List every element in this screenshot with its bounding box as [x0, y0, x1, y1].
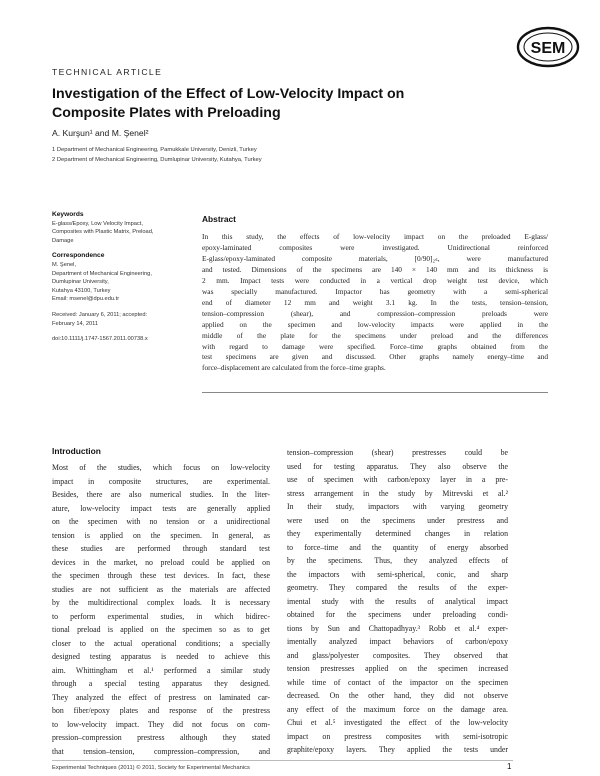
sem-logo	[516, 26, 580, 68]
page-number: 1	[507, 762, 512, 771]
paragraph-line: while time of contact of the impactor on the specimen	[287, 677, 508, 687]
footer-divider	[52, 760, 513, 761]
paragraph-line: to perform experimental studies, in which bidirec-	[52, 611, 270, 621]
paragraph-line: tension is applied on the specimen. In general, as	[52, 530, 270, 540]
keywords-line: Damage	[52, 237, 74, 244]
paragraph-line: Besides, there are also numerical studies. In the liter-	[52, 490, 270, 499]
sem-logo-text: SEM	[530, 40, 566, 57]
abstract-line: with regard to damage were specified. Force–time graphs obtained from the	[202, 341, 548, 351]
abstract-divider	[202, 392, 548, 393]
paragraph-line: Most of the studies, which focus on low-velocity	[52, 463, 270, 472]
introduction-column-left	[52, 461, 270, 758]
article-title: Investigation of the Effect of Low-Velocity Impact on Composite Plates with Preloading	[52, 86, 405, 121]
paragraph-line: tional preload is applied on the specimen so as to get	[52, 625, 270, 634]
abstract-line: was specially manufactured. Impactor has geometry with a semi-spherical	[202, 286, 548, 296]
paragraph-line: bon fiber/epoxy plates and response of the prestress	[52, 706, 270, 715]
correspondence-line: Dumlupinar University,	[52, 279, 109, 286]
abstract-line: and tested. Dimensions of the specimens are 140 × 140 mm and its thickness is	[202, 264, 548, 274]
paragraph-line: devices in the market, no preload could be applied on	[52, 557, 270, 567]
paragraph-line: to force–time and the quantity of energy absorbed	[287, 542, 508, 552]
paragraph-line: designed testing apparatus is needed to achieve this	[52, 652, 270, 661]
paragraph-line: They analyzed the effect of prestress on laminated car-	[52, 692, 270, 702]
paragraph-line: used for testing apparatus. They also observe the	[287, 461, 508, 471]
paragraph-line: tension–compression (shear) prestresses could be	[287, 448, 508, 457]
abstract-line: epoxy-laminated composites were investigated. Unidirectional reinforced	[202, 242, 548, 252]
abstract-line: middle of the plate for the specimens under preload and the differences	[202, 330, 548, 340]
paragraph-line: the impactors with semi-spherical, conic, and sharp	[287, 569, 508, 579]
abstract-heading: Abstract	[202, 214, 236, 224]
paragraph-line: tension prestresses applied on the specimen increased	[287, 664, 508, 673]
correspondence-email[interactable]: Email: msenel@dpu.edu.tr	[52, 296, 120, 303]
correspondence-line: Kutahya 43100, Turkey	[52, 287, 111, 294]
abstract-line: E-glass/epoxy-laminated composite materials, [0/90]₂ₛ, were manufactured	[202, 253, 548, 263]
paragraph-line: the specimen through these test devices. In fact, these	[52, 571, 270, 580]
received-line: February 14, 2011	[52, 320, 99, 327]
paragraph-line: and glass/polyester composites. They observed that	[287, 650, 508, 660]
paragraph-line: these studies are performed through standard test	[52, 544, 270, 553]
correspondence-heading: Correspondence	[52, 252, 105, 260]
paragraph-line: impact in composite structures, are experimental.	[52, 476, 270, 486]
correspondence-line: M. Şenel,	[52, 261, 77, 268]
paragraph-line: tions by Sun and Chattopadhyay.³ Robb et al.⁴ exper-	[287, 623, 508, 633]
footer-journal: Experimental Techniques (2011) © 2011, Society for Experimental Mechanics	[52, 765, 250, 771]
abstract-line: 2 mm. Impact tests were conducted in a vertical drop weight test device, which	[202, 275, 548, 285]
paragraph-line: on the specimen with no tension or a unidirectional	[52, 517, 270, 526]
paragraph-line: through a special testing apparatus they designed.	[52, 679, 270, 688]
paragraph-line: Chui et al.⁵ investigated the effect of the low-velocity	[287, 718, 508, 727]
abstract-line: test specimens are given and discussed. Other graphs namely energy–time and	[202, 352, 548, 362]
introduction-column-right	[287, 446, 508, 757]
paragraph-line: by the specimens. Thus, they analyzed effects of	[287, 556, 508, 565]
authors: A. Kurşun¹ and M. Şenel²	[52, 128, 149, 138]
paragraph-line: ature, low-velocity impact tests are generally applied	[52, 503, 270, 513]
affiliation-1: 1 Department of Mechanical Engineering, Pamukkale University, Denizli, Turkey	[52, 147, 257, 153]
paragraph-line: decreased. On the other hand, they did not observe	[287, 691, 508, 700]
paragraph-line: to low-velocity impact. They did not focus on com-	[52, 719, 270, 729]
paragraph-line: In their study, impactors with varying geometry	[287, 502, 508, 511]
paragraph-line: closer to the actual operational conditions; a specially	[52, 638, 270, 648]
abstract-body	[202, 232, 548, 374]
affiliation-2: 2 Department of Mechanical Engineering, Dumlupinar University, Kutahya, Turkey	[52, 157, 262, 163]
paragraph-line: studies are not sufficient as the materials are affected	[52, 584, 270, 594]
paragraph-line: were used on the specimens under prestress and	[287, 515, 508, 525]
paragraph-line: any effect of the maximum force on the damage area.	[287, 704, 508, 714]
keywords-heading: Keywords	[52, 211, 84, 218]
correspondence-line: Department of Mechanical Engineering,	[52, 270, 152, 277]
abstract-line: applied on the specimen and low-velocity impacts were applied in the	[202, 319, 548, 329]
paragraph-line: pression–compression prestress although they stated	[52, 733, 270, 742]
paragraph-line: aim. Whittingham et al.¹ performed a similar study	[52, 665, 270, 675]
keywords-line: E-glass/Epoxy, Low Velocity Impact,	[52, 220, 143, 227]
paragraph-line: obtained for the specimens under preloading condi-	[287, 610, 508, 619]
received-line: Received: January 6, 2011; accepted:	[52, 311, 148, 318]
paragraph-line: they experimentally determined changes in relation	[287, 529, 508, 538]
paragraph-line: use of specimen with carbon/epoxy layer in a pre-	[287, 475, 508, 484]
paragraph-line: by the multidirectional complex loads. It is necessary	[52, 598, 270, 607]
doi[interactable]: doi:10.1111/j.1747-1567.2011.00738.x	[52, 336, 148, 343]
paragraph-line: graphite/epoxy layers. They applied the tests under	[287, 745, 508, 754]
article-meta	[52, 211, 180, 344]
paragraph-line: imental study with the results of analytical impact	[287, 596, 508, 606]
abstract-line: tension–compression (shear), and compression–compression preloads were	[202, 308, 548, 318]
paragraph-line: geometry. They compared the results of the exper-	[287, 583, 508, 592]
abstract-line: In this study, the effects of low-velocity impact on the preloaded E-glass/	[202, 232, 548, 241]
paragraph-line: that tension–tension, compression–compression, and	[52, 746, 270, 756]
paragraph-line: imentally analyzed impact behaviors of carbon/epoxy	[287, 637, 508, 646]
introduction-heading: Introduction	[52, 446, 101, 456]
paragraph-line: stress arrangement in the study by Mitrevski et al.²	[287, 488, 508, 498]
keywords-line: Composites with Plastic Matrix, Preload,	[52, 229, 154, 236]
abstract-line: force–displacement are calculated from the force–time graphs.	[202, 363, 386, 373]
article-type: TECHNICAL ARTICLE	[52, 67, 163, 77]
paragraph-line: impact on prestress composites with semi-isotropic	[287, 731, 508, 741]
abstract-line: end of diameter 12 mm and weight 3.1 kg. In the tests, tension–tension,	[202, 297, 548, 307]
